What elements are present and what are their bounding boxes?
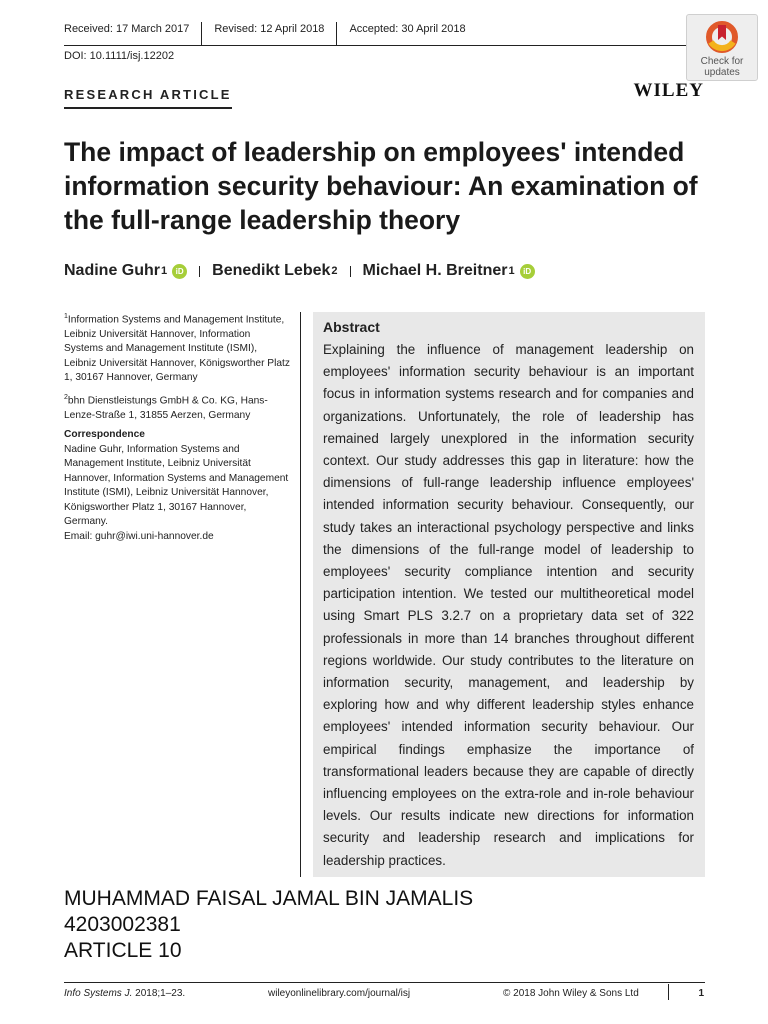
journal-name: Info Systems J. xyxy=(64,988,133,999)
author-divider xyxy=(350,266,351,277)
affiliations xyxy=(64,310,292,549)
abstract-box xyxy=(313,312,705,877)
copyright: © 2018 John Wiley & Sons Ltd xyxy=(503,988,639,999)
footer-divider xyxy=(668,984,669,1000)
publisher-logo: WILEY xyxy=(633,80,704,101)
abstract-heading: Abstract xyxy=(323,319,380,335)
paper-title: The impact of leadership on employees' intended information security behaviour: An examination of the full-range leadership theory xyxy=(64,137,698,235)
journal-url[interactable]: wileyonlinelibrary.com/journal/isj xyxy=(268,988,411,999)
author-divider xyxy=(199,266,200,277)
author-name: Michael H. Breitner xyxy=(362,262,508,279)
affiliation-marker: 1 xyxy=(64,313,68,320)
crossmark-icon xyxy=(705,20,739,54)
correspondence-text: Nadine Guhr, Information Systems and Management Institute, Leibniz Universität Hannover, Information Systems and Management Institute (ISMI), Leibniz Universität Hannover, Königsworther Platz 1, 30167 Hannover, Germany. xyxy=(64,443,289,528)
header-rule xyxy=(64,45,705,46)
correspondence-heading: Correspondence xyxy=(64,429,145,441)
received-date: Received: 17 March 2017 xyxy=(64,23,190,35)
revised-date: Revised: 12 April 2018 xyxy=(214,23,325,35)
page-number: 1 xyxy=(698,988,704,999)
affiliation-1 xyxy=(64,310,292,386)
column-divider xyxy=(300,312,301,877)
student-annotation xyxy=(64,886,473,964)
journal-citation xyxy=(64,988,185,999)
affiliation-text: Information Systems and Management Institute, Leibniz Universität Hannover, Information Systems and Management Institute (ISMI), Leibniz Universität Hannover, Königsworther Platz 1, 30167 Hannover, Germany xyxy=(64,314,290,384)
abstract-text: Explaining the influence of management leadership on employees' information security behaviour is an important focus in information systems research and for companies and organizations. Unfortunately, the role of leadership has remained largely unexplored in the information security context. Our study addresses this gap in literature: how the dimensions of full-range leadership influence employees' intended information security behaviour. Consequently, our study takes an interactional psychology perspective and links the dimensions of the full-range model of leadership to employees' security compliance intention and security participation intention. We tested our multitheoretical model using Smart PLS 3.2.7 on a proprietary data set of 322 professionals in more than 14 branches throughout different regions worldwide. Our study contributes to the literature on information security, management, and leadership by exploring how and why different leadership styles enhance employees' intended information security behaviour. Our empirical findings emphasize the importance of transformational leaders because they are capable of directly influencing employees on the extra-role and in-role behaviour levels. Our results indicate new directions for information security and leadership research and implications for leadership practices. xyxy=(323,342,694,868)
author-list: Nadine Guhr 1 iD Benedikt Lebek 2 Michael H. Breitner 1 iD xyxy=(64,262,535,280)
affiliation-2 xyxy=(64,391,292,423)
affiliation-text: bhn Dienstleistungs GmbH & Co. KG, Hans-Lenze-Straße 1, 31855 Aerzen, Germany xyxy=(64,395,268,421)
student-name: MUHAMMAD FAISAL JAMAL BIN JAMALIS xyxy=(64,887,474,910)
journal-year-pages: 2018;1–23. xyxy=(132,988,186,999)
footer-rule xyxy=(64,982,705,983)
date-divider xyxy=(336,22,337,46)
affiliation-marker: 2 xyxy=(64,393,68,401)
author-name: Benedikt Lebek xyxy=(212,262,331,279)
date-divider xyxy=(201,22,202,46)
accepted-date: Accepted: 30 April 2018 xyxy=(349,23,466,35)
article-type: RESEARCH ARTICLE xyxy=(64,87,232,109)
orcid-icon[interactable]: iD xyxy=(520,264,535,279)
article-number: ARTICLE 10 xyxy=(64,939,182,962)
orcid-icon[interactable]: iD xyxy=(172,264,187,279)
check-for-updates-label: Check for updates xyxy=(700,56,744,78)
correspondence-email[interactable]: Email: guhr@iwi.uni-hannover.de xyxy=(64,530,214,542)
article-dates xyxy=(64,22,466,46)
check-for-updates-badge[interactable] xyxy=(686,14,758,81)
student-id: 4203002381 xyxy=(64,913,181,936)
doi: DOI: 10.1111/isj.12202 xyxy=(64,50,175,62)
author-name: Nadine Guhr xyxy=(64,262,161,279)
